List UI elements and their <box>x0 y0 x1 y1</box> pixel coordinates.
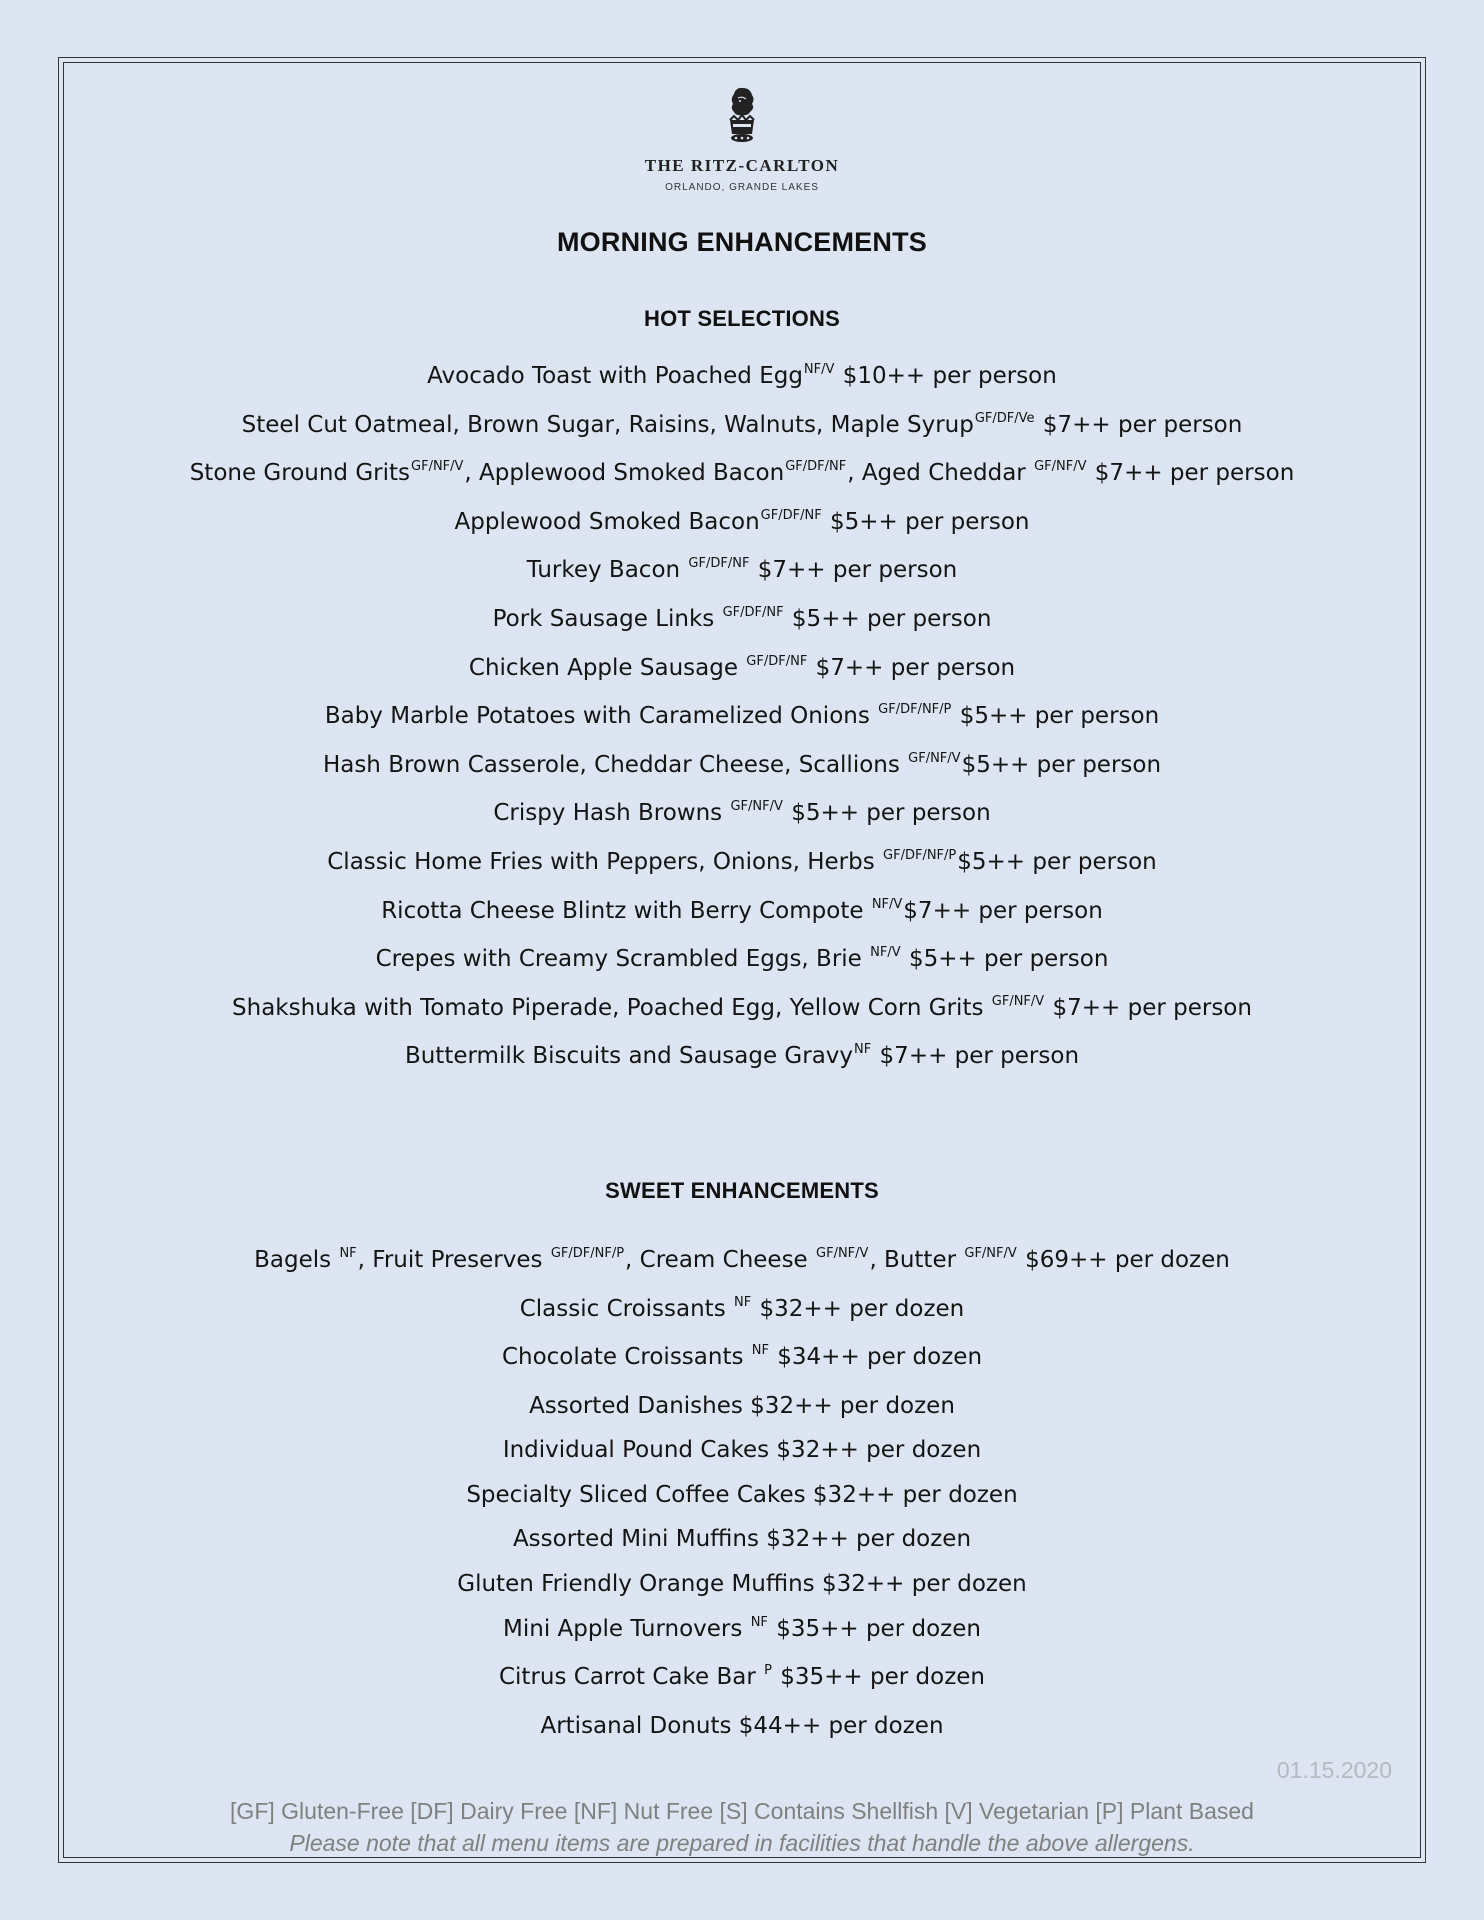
lion-crown-icon <box>722 86 762 144</box>
list-item: Bagels $^{NF}$, Fruit Preserves $^{GF/DF/NF/P}$, Cream Cheese $^{GF/NF/V}$, Butter $^{GF/NF/V}$ $69++ per dozen <box>254 1245 1230 1273</box>
list-item: Citrus Carrot Cake Bar $^P$ $35++ per dozen <box>498 1663 985 1691</box>
list-item: Individual Pound Cakes $32++ per dozen <box>502 1437 982 1464</box>
list-item: Crispy Hash Browns $^{GF/NF/V}$ $5++ per person <box>493 799 991 827</box>
hot-selections-heading: HOT SELECTIONS <box>644 306 840 331</box>
list-item: Classic Croissants $^{NF}$ $32++ per dozen <box>519 1294 965 1322</box>
list-item: Chocolate Croissants $^{NF}$ $34++ per dozen <box>501 1343 983 1371</box>
list-item: Hash Brown Casserole, Cheddar Cheese, Scallions $^{GF/NF/V}$\$5++ per person <box>322 750 1162 778</box>
revision-date: 01.15.2020 <box>1276 1757 1392 1783</box>
list-item: Avocado Toast with Poached Egg$^{NF/V}$ $10++ per person <box>427 362 1057 389</box>
allergen-note: Please note that all menu items are prepared in facilities that handle the above allergens. <box>289 1830 1195 1857</box>
list-item: Shakshuka with Tomato Piperade, Poached Egg, Yellow Corn Grits $^{GF/NF/V}$ $7++ per person <box>232 993 1252 1021</box>
list-item: Applewood Smoked Bacon$^{GF/DF/NF}$ $5++ per person <box>454 507 1030 535</box>
brand-location: ORLANDO, GRANDE LAKES <box>665 182 819 193</box>
sweet-enhancements-list <box>63 1238 1421 1749</box>
menu-content <box>63 62 1421 1858</box>
list-item: Buttermilk Biscuits and Sausage Gravy$^{NF}$ $7++ per person <box>404 1042 1080 1070</box>
list-item: Gluten Friendly Orange Muffins $32++ per dozen <box>457 1571 1027 1598</box>
list-item: Classic Home Fries with Peppers, Onions, Herbs $^{GF/DF/NF/P}$\$5++ per person <box>327 847 1157 875</box>
list-item: Pork Sausage Links $^{GF/DF/NF}$ $5++ per person <box>492 604 992 632</box>
list-item: Mini Apple Turnovers $^{NF}$ $35++ per dozen <box>503 1614 981 1642</box>
page-title: MORNING ENHANCEMENTS <box>556 227 927 257</box>
list-item: Crepes with Creamy Scrambled Eggs, Brie $^{NF/V}$ $5++ per person <box>375 945 1109 973</box>
list-item: Assorted Mini Muffins $32++ per dozen <box>512 1526 972 1553</box>
brand-name: THE RITZ-CARLTON <box>644 156 840 175</box>
list-item: Stone Ground Grits$^{GF/NF/V}$, Applewood Smoked Bacon$^{GF/DF/NF}$, Aged Cheddar $^{GF/NF/V}$ $7++ per person <box>189 459 1295 487</box>
list-item: Assorted Danishes $32++ per dozen <box>529 1392 955 1419</box>
list-item: Artisanal Donuts $44++ per dozen <box>540 1712 944 1739</box>
list-item: Baby Marble Potatoes with Caramelized Onions $^{GF/DF/NF/P}$ $5++ per person <box>324 702 1160 730</box>
list-item: Turkey Bacon $^{GF/DF/NF}$ $7++ per person <box>526 556 958 584</box>
list-item: Ricotta Cheese Blintz with Berry Compote $^{NF/V}$\$7++ per person <box>381 896 1103 924</box>
list-item: Chicken Apple Sausage $^{GF/DF/NF}$ $7++ per person <box>468 653 1016 681</box>
hot-selections-list <box>63 354 1421 1083</box>
logo <box>63 86 1421 193</box>
list-item: Specialty Sliced Coffee Cakes $32++ per dozen <box>466 1481 1018 1508</box>
allergen-legend: [GF] Gluten-Free [DF] Dairy Free [NF] Nut Free [S] Contains Shellfish [V] Vegetarian [P] Plant Based <box>230 1798 1254 1825</box>
list-item: Steel Cut Oatmeal, Brown Sugar, Raisins, Walnuts, Maple Syrup$^{GF/DF/Ve}$ $7++ per person <box>241 410 1243 438</box>
sweet-enhancements-heading: SWEET ENHANCEMENTS <box>605 1177 879 1203</box>
